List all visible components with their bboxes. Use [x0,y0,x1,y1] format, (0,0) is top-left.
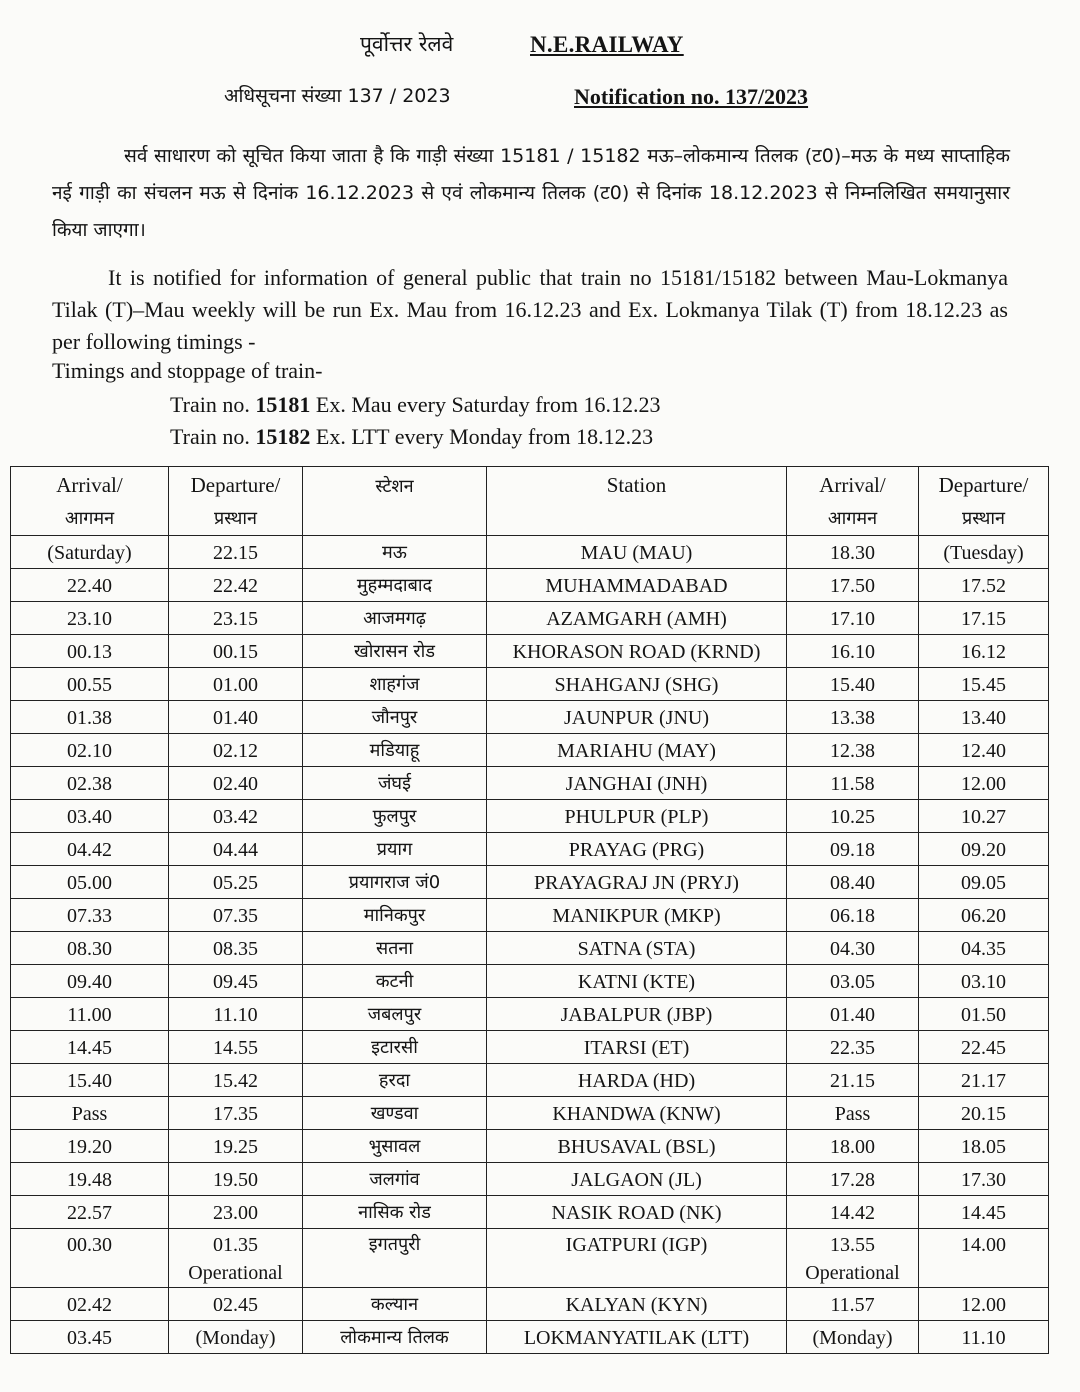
departure-up-cell: 14.00 [919,1229,1049,1288]
hindi-notice-paragraph: सर्व साधारण को सूचित किया जाता है कि गाड़ी संख्या 15181 / 15182 मऊ–लोकमान्य तिलक (ट0)–मऊ के मध्य साप्ताहिक नई गाड़ी का संचलन मऊ से दिनांक 16.12.2023 से एवं लोकमान्य तिलक (ट0) से दिनांक 18.12.2023 से निम्नलिखित समयानुसार किया जाएगा। [52,145,1010,241]
arrival-down-cell: 19.20 [11,1130,169,1163]
notification-number-hindi: अधिसूचना संख्या 137 / 2023 [224,85,451,107]
table-row [11,833,1049,866]
arrival-down-cell: 22.40 [11,569,169,602]
departure-up-cell: 06.20 [919,899,1049,932]
station-hindi-cell: कल्यान [303,1288,487,1321]
station-english-cell: KALYAN (KYN) [487,1288,787,1321]
station-hindi-cell: भुसावल [303,1130,487,1163]
arrival-down-cell: Pass [11,1097,169,1130]
station-hindi-cell: प्रयागराज जं0 [303,866,487,899]
col-header-arrival-down: Arrival/ आगमन [11,467,169,536]
departure-up-cell: 03.10 [919,965,1049,998]
station-hindi-cell: हरदा [303,1064,487,1097]
departure-up-cell: 17.52 [919,569,1049,602]
station-english-cell: ITARSI (ET) [487,1031,787,1064]
arrival-up-cell: 10.25 [787,800,919,833]
departure-down-cell: 01.35 Operational [169,1229,303,1288]
timetable-header-row [11,467,1049,536]
table-row [11,536,1049,569]
departure-up-cell: 04.35 [919,932,1049,965]
org-name-english: N.E.RAILWAY [530,32,684,57]
station-english-cell: PRAYAGRAJ JN (PRYJ) [487,866,787,899]
departure-down-cell: (Monday) [169,1321,303,1354]
station-hindi-cell: जंघई [303,767,487,800]
station-hindi-cell: शाहगंज [303,668,487,701]
station-english-cell: MUHAMMADABAD [487,569,787,602]
train-line-15182 [170,424,653,450]
departure-down-cell: 19.50 [169,1163,303,1196]
departure-up-cell: 10.27 [919,800,1049,833]
departure-up-cell: 12.00 [919,1288,1049,1321]
departure-up-cell: 14.45 [919,1196,1049,1229]
station-hindi-cell: खोरासन रोड [303,635,487,668]
arrival-down-cell: 03.40 [11,800,169,833]
station-english-cell: MANIKPUR (MKP) [487,899,787,932]
arrival-up-cell: 18.00 [787,1130,919,1163]
table-row [11,932,1049,965]
departure-up-cell: 17.30 [919,1163,1049,1196]
arrival-up-cell: 17.50 [787,569,919,602]
station-english-cell: PRAYAG (PRG) [487,833,787,866]
train-line-15181 [170,392,660,418]
station-hindi-cell: सतना [303,932,487,965]
timetable [10,466,1049,1354]
col-header-arrival-up: Arrival/ आगमन [787,467,919,536]
departure-down-cell: 14.55 [169,1031,303,1064]
arrival-up-cell: 01.40 [787,998,919,1031]
departure-up-cell: 12.00 [919,767,1049,800]
table-row [11,899,1049,932]
arrival-up-cell: 03.05 [787,965,919,998]
departure-up-cell: 09.05 [919,866,1049,899]
table-row [11,1163,1049,1196]
arrival-up-cell: 16.10 [787,635,919,668]
station-hindi-cell: फुलपुर [303,800,487,833]
arrival-down-cell: 19.48 [11,1163,169,1196]
departure-down-cell: 04.44 [169,833,303,866]
arrival-up-cell: 12.38 [787,734,919,767]
arrival-down-cell: 11.00 [11,998,169,1031]
timetable-body [11,536,1049,1354]
arrival-down-cell: 09.40 [11,965,169,998]
departure-up-cell: 17.15 [919,602,1049,635]
table-row [11,1031,1049,1064]
departure-up-cell: 20.15 [919,1097,1049,1130]
table-row [11,866,1049,899]
arrival-down-cell: 02.42 [11,1288,169,1321]
arrival-down-cell: 00.30 [11,1229,169,1288]
train-number: 15181 [255,392,311,417]
operational-note: Operational [805,1262,900,1284]
arrival-down-cell: 02.38 [11,767,169,800]
table-row [11,734,1049,767]
departure-down-cell: 00.15 [169,635,303,668]
departure-up-cell: 22.45 [919,1031,1049,1064]
train-line-suffix: Ex. Mau every Saturday from 16.12.23 [310,392,661,417]
arrival-down-cell: 08.30 [11,932,169,965]
arrival-up-cell: 22.35 [787,1031,919,1064]
arrival-up-cell: 09.18 [787,833,919,866]
station-english-cell: JABALPUR (JBP) [487,998,787,1031]
table-row [11,998,1049,1031]
org-name-hindi: पूर्वोत्तर रेलवे [360,32,454,56]
arrival-down-cell: 05.00 [11,866,169,899]
header-line-1 [0,30,1080,66]
station-hindi-cell: मुहम्मदाबाद [303,569,487,602]
station-english-cell: KATNI (KTE) [487,965,787,998]
header-line-2 [0,82,1080,116]
station-hindi-cell: जलगांव [303,1163,487,1196]
train-number: 15182 [255,424,311,449]
table-row [11,800,1049,833]
station-english-cell: SHAHGANJ (SHG) [487,668,787,701]
arrival-down-cell: 00.13 [11,635,169,668]
departure-up-cell: 09.20 [919,833,1049,866]
station-hindi-cell: जौनपुर [303,701,487,734]
arrival-up-cell: 17.28 [787,1163,919,1196]
table-row [11,1288,1049,1321]
station-english-cell: KHANDWA (KNW) [487,1097,787,1130]
col-header-station-english: Station [487,467,787,536]
arrival-down-cell: 14.45 [11,1031,169,1064]
station-hindi-cell: नासिक रोड [303,1196,487,1229]
train-line-prefix: Train no. [170,424,256,449]
arrival-up-cell: 13.55 Operational [787,1229,919,1288]
table-row [11,1130,1049,1163]
arrival-up-cell: 17.10 [787,602,919,635]
table-row [11,1229,1049,1288]
table-row [11,965,1049,998]
arrival-up-cell: 15.40 [787,668,919,701]
departure-down-cell: 07.35 [169,899,303,932]
departure-up-cell: 18.05 [919,1130,1049,1163]
station-hindi-cell: कटनी [303,965,487,998]
train-line-suffix: Ex. LTT every Monday from 18.12.23 [310,424,654,449]
arrival-up-cell: 14.42 [787,1196,919,1229]
table-row [11,1321,1049,1354]
arrival-up-cell: 13.38 [787,701,919,734]
departure-down-cell: 22.42 [169,569,303,602]
station-hindi-cell: मानिकपुर [303,899,487,932]
arrival-up-cell: 18.30 [787,536,919,569]
arrival-down-cell: 02.10 [11,734,169,767]
arrival-up-cell: 06.18 [787,899,919,932]
station-english-cell: AZAMGARH (AMH) [487,602,787,635]
col-header-departure-up: Departure/ प्रस्थान [919,467,1049,536]
departure-down-cell: 08.35 [169,932,303,965]
arrival-up-cell: (Monday) [787,1321,919,1354]
station-english-cell: NASIK ROAD (NK) [487,1196,787,1229]
arrival-down-cell: (Saturday) [11,536,169,569]
departure-up-cell: (Tuesday) [919,536,1049,569]
arrival-up-cell: 08.40 [787,866,919,899]
departure-down-cell: 02.45 [169,1288,303,1321]
arrival-down-cell: 15.40 [11,1064,169,1097]
arrival-down-cell: 03.45 [11,1321,169,1354]
table-row [11,767,1049,800]
station-english-cell: HARDA (HD) [487,1064,787,1097]
station-english-cell: JAUNPUR (JNU) [487,701,787,734]
station-hindi-cell: जबलपुर [303,998,487,1031]
arrival-down-cell: 23.10 [11,602,169,635]
station-hindi-cell: प्रयाग [303,833,487,866]
departure-down-cell: 11.10 [169,998,303,1031]
station-english-cell: BHUSAVAL (BSL) [487,1130,787,1163]
station-english-cell: JALGAON (JL) [487,1163,787,1196]
station-english-cell: PHULPUR (PLP) [487,800,787,833]
arrival-down-cell: 04.42 [11,833,169,866]
table-row [11,602,1049,635]
departure-up-cell: 21.17 [919,1064,1049,1097]
arrival-down-cell: 00.55 [11,668,169,701]
departure-up-cell: 15.45 [919,668,1049,701]
station-english-cell: MAU (MAU) [487,536,787,569]
arrival-up-cell: 21.15 [787,1064,919,1097]
station-hindi-cell: लोकमान्य तिलक [303,1321,487,1354]
station-hindi-cell: खण्डवा [303,1097,487,1130]
departure-down-cell: 01.40 [169,701,303,734]
departure-up-cell: 13.40 [919,701,1049,734]
table-row [11,668,1049,701]
station-english-cell: KHORASON ROAD (KRND) [487,635,787,668]
departure-down-cell: 23.15 [169,602,303,635]
station-hindi-cell: मऊ [303,536,487,569]
station-english-cell: MARIAHU (MAY) [487,734,787,767]
arrival-up-cell: 04.30 [787,932,919,965]
arrival-up-cell: 11.57 [787,1288,919,1321]
departure-up-cell: 16.12 [919,635,1049,668]
arrival-down-cell: 07.33 [11,899,169,932]
arrival-down-cell: 22.57 [11,1196,169,1229]
station-english-cell: IGATPURI (IGP) [487,1229,787,1288]
table-row [11,635,1049,668]
train-line-prefix: Train no. [170,392,256,417]
departure-down-cell: 01.00 [169,668,303,701]
timings-label: Timings and stoppage of train- [52,358,323,383]
notification-number-english: Notification no. 137/2023 [574,84,809,109]
station-hindi-cell: मडियाहू [303,734,487,767]
station-hindi-cell: इगतपुरी [303,1229,487,1288]
departure-up-cell: 12.40 [919,734,1049,767]
col-header-departure-down: Departure/ प्रस्थान [169,467,303,536]
station-english-cell: LOKMANYATILAK (LTT) [487,1321,787,1354]
departure-down-cell: 09.45 [169,965,303,998]
station-english-cell: JANGHAI (JNH) [487,767,787,800]
table-row [11,1097,1049,1130]
col-header-station-hindi: स्टेशन [303,467,487,536]
arrival-up-cell: 11.58 [787,767,919,800]
station-hindi-cell: इटारसी [303,1031,487,1064]
departure-down-cell: 03.42 [169,800,303,833]
table-row [11,1064,1049,1097]
departure-up-cell: 01.50 [919,998,1049,1031]
departure-down-cell: 17.35 [169,1097,303,1130]
station-hindi-cell: आजमगढ़ [303,602,487,635]
table-row [11,1196,1049,1229]
station-english-cell: SATNA (STA) [487,932,787,965]
table-row [11,569,1049,602]
operational-note: Operational [188,1262,283,1284]
departure-down-cell: 19.25 [169,1130,303,1163]
departure-down-cell: 02.40 [169,767,303,800]
english-notice-paragraph: It is notified for information of general public that train no 15181/15182 between Mau-Lokmanya Tilak (T)–Mau weekly will be run Ex. Mau from 16.12.23 and Ex. Lokmanya Tilak (T) from 18.12.23 as per following timings - [52,265,1008,354]
departure-up-cell: 11.10 [919,1321,1049,1354]
departure-down-cell: 23.00 [169,1196,303,1229]
departure-down-cell: 05.25 [169,866,303,899]
departure-down-cell: 22.15 [169,536,303,569]
table-row [11,701,1049,734]
departure-down-cell: 15.42 [169,1064,303,1097]
arrival-up-cell: Pass [787,1097,919,1130]
departure-down-cell: 02.12 [169,734,303,767]
arrival-down-cell: 01.38 [11,701,169,734]
